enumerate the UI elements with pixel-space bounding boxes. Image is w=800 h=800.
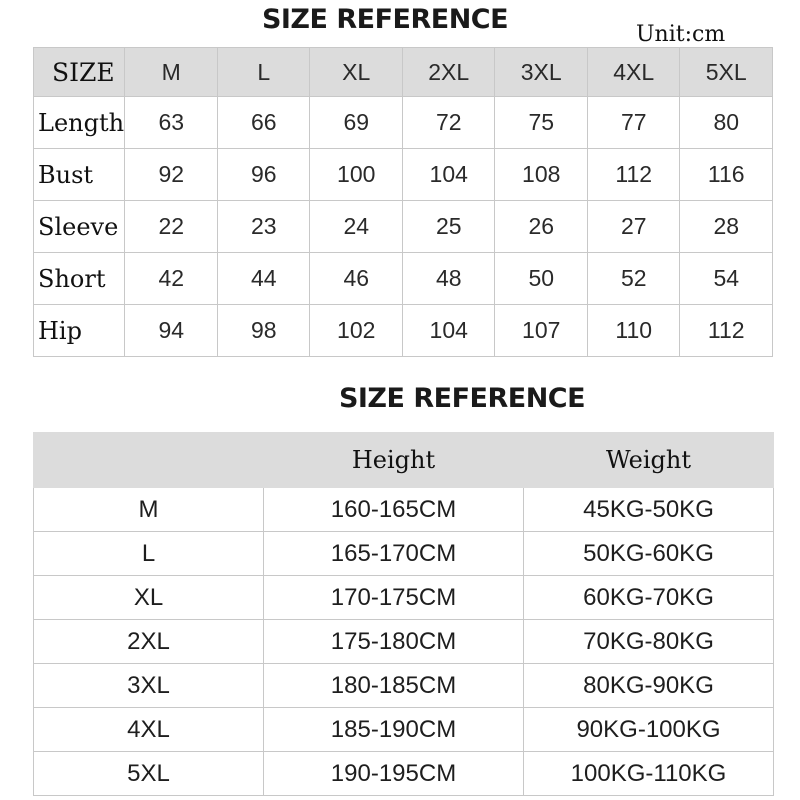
unit-label: Unit:cm [636, 22, 726, 47]
fit-header-row [34, 433, 774, 488]
measurement-value: 116 [680, 149, 773, 201]
table-row [34, 576, 774, 620]
measurement-value: 75 [495, 97, 588, 149]
table-row [34, 149, 773, 201]
measurement-value: 80 [680, 97, 773, 149]
table-row [34, 532, 774, 576]
fit-weight-value: 80KG-90KG [524, 664, 774, 708]
measurement-value: 98 [217, 305, 310, 357]
size-header-label: SIZE [34, 48, 125, 97]
fit-column-header: Weight [524, 433, 774, 488]
fit-height-value: 165-170CM [264, 532, 524, 576]
table-row [34, 752, 774, 796]
fit-size-label: 3XL [34, 664, 264, 708]
measurement-value: 108 [495, 149, 588, 201]
measurement-value: 22 [125, 201, 218, 253]
fit-weight-value: 45KG-50KG [524, 488, 774, 532]
size-column-header: 2XL [402, 48, 495, 97]
measurement-value: 23 [217, 201, 310, 253]
measurement-value: 72 [402, 97, 495, 149]
measurement-value: 44 [217, 253, 310, 305]
measurement-value: 104 [402, 305, 495, 357]
size-column-header: 4XL [587, 48, 680, 97]
measurement-value: 66 [217, 97, 310, 149]
size-column-header: M [125, 48, 218, 97]
measurement-value: 24 [310, 201, 403, 253]
fit-size-label: M [34, 488, 264, 532]
measurement-value: 104 [402, 149, 495, 201]
fit-weight-value: 50KG-60KG [524, 532, 774, 576]
fit-size-label: 5XL [34, 752, 264, 796]
measurement-value: 54 [680, 253, 773, 305]
fit-column-header: Height [264, 433, 524, 488]
fit-height-value: 160-165CM [264, 488, 524, 532]
measurement-value: 27 [587, 201, 680, 253]
measurement-value: 25 [402, 201, 495, 253]
table-row [34, 664, 774, 708]
measurement-value: 100 [310, 149, 403, 201]
measurement-label: Length [34, 97, 125, 149]
measurement-value: 46 [310, 253, 403, 305]
measurement-value: 112 [587, 149, 680, 201]
measurement-value: 94 [125, 305, 218, 357]
measurement-value: 92 [125, 149, 218, 201]
fit-height-value: 180-185CM [264, 664, 524, 708]
height-weight-table [33, 432, 774, 796]
measurement-value: 110 [587, 305, 680, 357]
measurement-value: 112 [680, 305, 773, 357]
size-column-header: L [217, 48, 310, 97]
table-row [34, 305, 773, 357]
measurement-value: 107 [495, 305, 588, 357]
fit-size-label: 4XL [34, 708, 264, 752]
measurement-value: 48 [402, 253, 495, 305]
measurement-value: 52 [587, 253, 680, 305]
fit-height-value: 190-195CM [264, 752, 524, 796]
measurement-value: 77 [587, 97, 680, 149]
measure-table-title: SIZE REFERENCE [261, 4, 509, 35]
fit-height-value: 185-190CM [264, 708, 524, 752]
size-column-header: XL [310, 48, 403, 97]
measurement-label: Hip [34, 305, 125, 357]
fit-weight-value: 100KG-110KG [524, 752, 774, 796]
fit-height-value: 170-175CM [264, 576, 524, 620]
fit-weight-value: 90KG-100KG [524, 708, 774, 752]
measurement-header-row [34, 48, 773, 97]
table-row [34, 201, 773, 253]
table-row [34, 97, 773, 149]
fit-size-label: 2XL [34, 620, 264, 664]
table-row [34, 708, 774, 752]
measurement-label: Short [34, 253, 125, 305]
fit-table-title: SIZE REFERENCE [338, 383, 586, 414]
measurement-value: 69 [310, 97, 403, 149]
measurement-value: 28 [680, 201, 773, 253]
fit-height-value: 175-180CM [264, 620, 524, 664]
measurement-value: 63 [125, 97, 218, 149]
measurement-label: Bust [34, 149, 125, 201]
fit-size-label: XL [34, 576, 264, 620]
measurement-value: 96 [217, 149, 310, 201]
measurement-value: 102 [310, 305, 403, 357]
fit-weight-value: 60KG-70KG [524, 576, 774, 620]
measurement-table [33, 47, 773, 357]
size-column-header: 3XL [495, 48, 588, 97]
fit-weight-value: 70KG-80KG [524, 620, 774, 664]
measurement-value: 42 [125, 253, 218, 305]
size-column-header: 5XL [680, 48, 773, 97]
table-row [34, 488, 774, 532]
measurement-label: Sleeve [34, 201, 125, 253]
measurement-value: 26 [495, 201, 588, 253]
table-row [34, 620, 774, 664]
table-row [34, 253, 773, 305]
fit-size-label: L [34, 532, 264, 576]
fit-column-header [34, 433, 264, 488]
measurement-value: 50 [495, 253, 588, 305]
